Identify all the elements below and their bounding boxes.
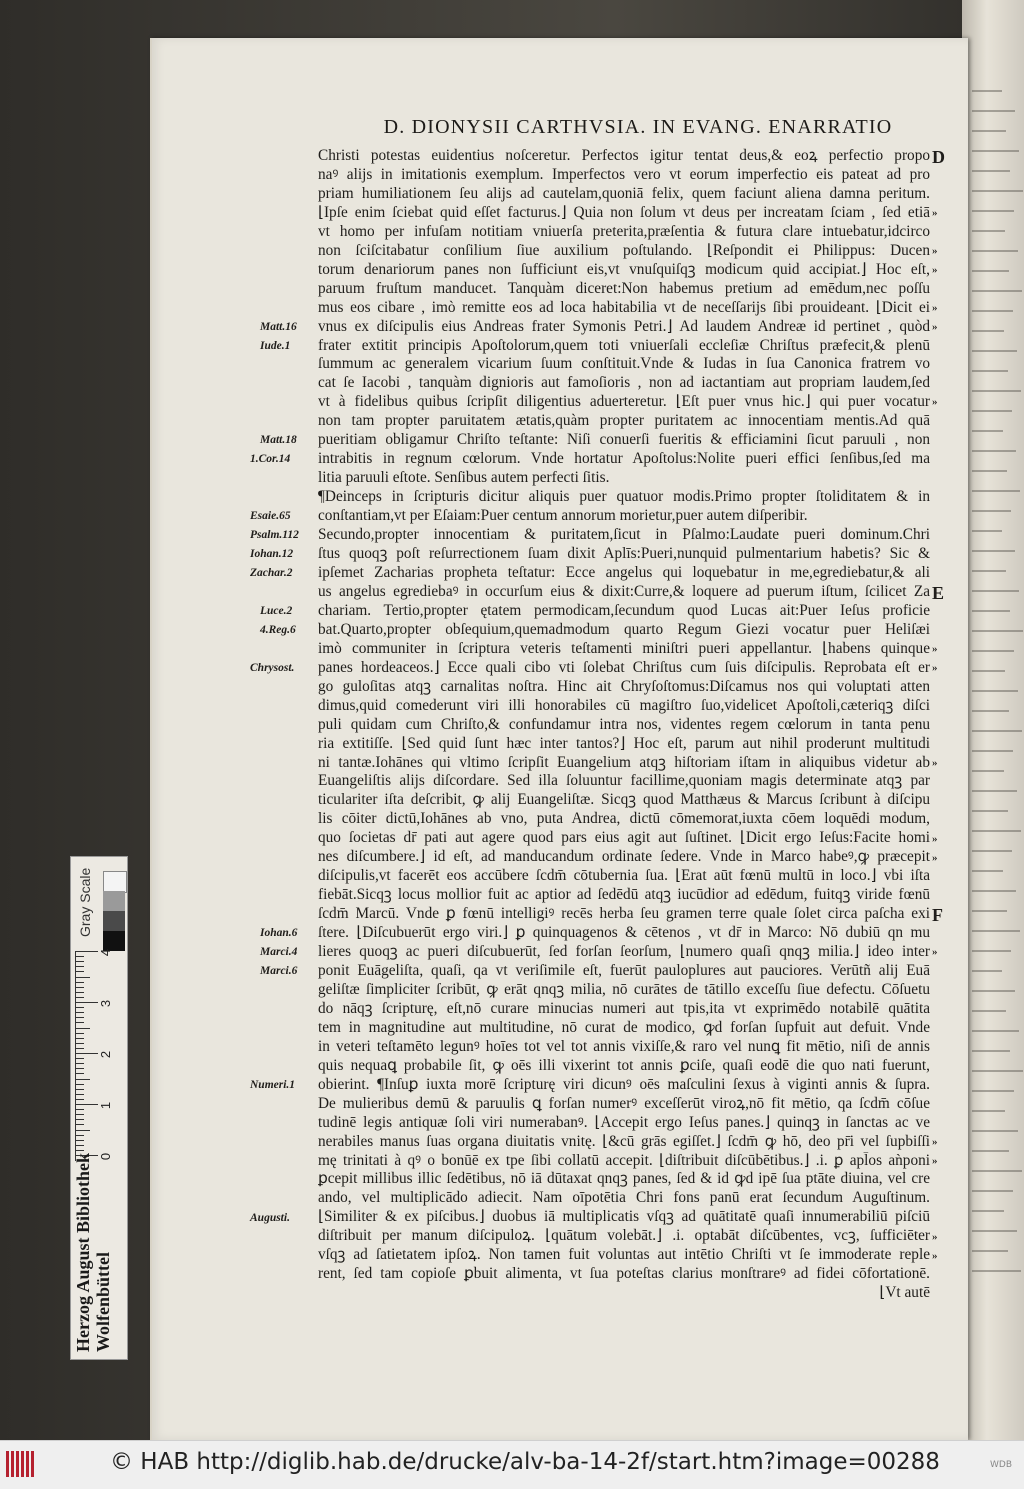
footer-code: WDB bbox=[989, 1460, 1012, 1470]
neighbor-text-line bbox=[972, 630, 1023, 632]
ruler-tick bbox=[76, 961, 84, 962]
ruler-tick bbox=[76, 1053, 98, 1054]
ruler-tick bbox=[76, 1012, 84, 1013]
neighbor-text-line bbox=[972, 990, 1015, 992]
ruler-tick bbox=[76, 951, 98, 952]
text-line: ¶Deinceps in ſcripturis dicitur aliquis puer quatuor modis.Primo propter ſtoliditatem & in bbox=[318, 488, 930, 506]
text-line: puli quidam cum Chriſto,& confundamur intra nos, videntes regem cœlorum in tanta penu bbox=[318, 715, 930, 733]
neighbor-text-line bbox=[972, 850, 1012, 852]
neighbor-text-line bbox=[972, 750, 1013, 752]
quotation-marker: » bbox=[932, 206, 938, 219]
neighbor-text-line bbox=[972, 930, 1020, 932]
text-line: lis cōiter dictū,Iohānes ab vno, puta Andrea, dictū cōmemorat,iuxta cōem loquēdi modum, bbox=[318, 810, 930, 828]
text-line: obierint. ¶Inſuꝑ iuxta morē ſcripturę viri dicunꝰ oēs maſculini ſexus à viginti annis & ſupra. bbox=[318, 1075, 930, 1093]
neighbor-text-line bbox=[972, 890, 1016, 892]
ruler-tick bbox=[76, 1130, 90, 1131]
text-line: lieres quoqꝫ ac pueri diſcubuerūt, ſed forſan ſeorſum, ⌊numero quaſi qnqꝫ milia.⌋ ideo inter bbox=[318, 943, 930, 961]
neighbor-text-line bbox=[972, 1170, 1022, 1172]
quotation-marker: » bbox=[932, 244, 938, 257]
ruler-tick bbox=[76, 1068, 84, 1069]
text-line: ponit Euāgeliſta, quaſi, qa vt veriſimile eſt, fuerūt pauloplures aut pauciores. Verūtñ alij Euā bbox=[318, 961, 930, 979]
neighbor-text-line bbox=[972, 230, 1005, 232]
neighbor-text-line bbox=[972, 110, 1015, 112]
ruler-tick bbox=[76, 971, 84, 972]
library-name: Herzog August Bibliothek bbox=[73, 1152, 93, 1352]
text-line: vnus ex diſcipulis eius Andreas frater Symonis Petri.⌋ Ad laudem Andreæ id pertinet , quòd bbox=[318, 317, 930, 335]
quotation-marker: » bbox=[932, 396, 938, 409]
text-line: torum denariorum panes non ſufficiunt eis,vt vnuſquiſqꝫ modicum quid accipiat.⌋ Hoc eſt, bbox=[318, 260, 930, 278]
neighbor-text-line bbox=[972, 590, 1019, 592]
text-line: ando, vel multiplicādo adiecit. Nam oīpotētia Chri fons panū erat ſecundum Auguſtinum. bbox=[318, 1189, 930, 1207]
text-line: dimus,quid comederunt viri illi honorabiles cū magiſtro ſuo,videlicet Apoſtoli,cæteriqꝫ diſci bbox=[318, 696, 930, 714]
text-line: conſtantiam,vt per Eſaiam:Puer centum annorum morietur,puer autem diſperibir. bbox=[318, 507, 808, 525]
ruler-tick bbox=[76, 1017, 84, 1018]
neighbor-text-line bbox=[972, 690, 1018, 692]
margin-note: Iohan.6 bbox=[260, 927, 298, 940]
text-line: mę trinitati à qꝰ o bonūē ex tpe ſibi collatū accepit. ⌊diſtribuit diſcūbētibus.⌋ .i. ꝑ apl̄os aǹponi bbox=[318, 1151, 930, 1169]
neighbor-text-line bbox=[972, 790, 1017, 792]
ruler-tick bbox=[76, 956, 84, 957]
ruler-tick bbox=[76, 1140, 84, 1141]
margin-note: Chrysost. bbox=[250, 661, 295, 674]
neighbor-text-line bbox=[972, 1150, 1009, 1152]
ruler-tick bbox=[76, 1063, 84, 1064]
ruler-number: 0 bbox=[98, 1152, 114, 1161]
text-line: ni tantæ.Iohānes qui vltimo ſcripſit Euangelium atqꝫ hiſtoriam iſtam in aliquibus videtur ab bbox=[318, 753, 930, 771]
text-line: bat.Quarto,propter obſequium,quemadmodum quarto Regum Giezi vocatur puer Heliſæi bbox=[318, 620, 930, 638]
text-line: do nāqꝫ ſcripturę, eſt,nō curare minucias numeri aut tpis,ita vt exprimēdo notabilē quātita bbox=[318, 999, 930, 1017]
text-line: ⌊Ipſe enim ſciebat quid eſſet facturus.⌋ Quia non ſolum vt deus per increatam ſciam , ſed etiā bbox=[318, 203, 930, 221]
neighbor-text-line bbox=[972, 1210, 1004, 1212]
text-line: us angelus egrediebaꝰ in occurſum eius & dixit:Curre,& loquere ad puerum iſtum, ſcilicet Za bbox=[318, 582, 930, 600]
neighbor-text-line bbox=[972, 530, 1002, 532]
section-letter: D bbox=[932, 147, 945, 167]
text-line: ⌊Vt autē bbox=[879, 1284, 930, 1302]
neighbor-text-line bbox=[972, 1130, 1018, 1132]
neighbor-text-line bbox=[972, 450, 1016, 452]
text-line: Christi potestas euidentius noſceretur. Perfectos igitur tentat deus,& eoꝝ perfectio propo bbox=[318, 147, 930, 164]
quotation-marker: » bbox=[932, 263, 938, 276]
neighbor-text-line bbox=[972, 90, 1002, 92]
neighbor-text-line bbox=[972, 550, 1015, 552]
quotation-marker: » bbox=[932, 1230, 938, 1243]
text-line: quo ſocietas dr̄ pati aut agere quod pars eius agit aut ſuſtinet. ⌊Dicit ergo Ieſus:Facite homi bbox=[318, 829, 930, 847]
ruler-tick bbox=[76, 1119, 84, 1120]
ruler-tick bbox=[76, 1135, 84, 1136]
margin-note: Esaie.65 bbox=[250, 510, 291, 523]
ruler-number: 2 bbox=[98, 1050, 114, 1059]
ruler-number: 4 bbox=[98, 948, 114, 957]
text-line: mus eos cibare , imò remitte eos ad loca habitabilia vt de neceſſarijs ſibi prouideant. ⌊Dicit ei bbox=[318, 298, 930, 316]
neighbor-text-line bbox=[972, 610, 1010, 612]
margin-note: Iude.1 bbox=[260, 339, 291, 352]
neighbor-text-line bbox=[972, 1050, 1010, 1052]
gray-scale-label: Gray Scale bbox=[77, 867, 93, 937]
neighbor-text-line bbox=[972, 1270, 1021, 1272]
text-line: ſtere. ⌊Diſcubuerūt ergo viri.⌋ ꝑ quinquagenos & cētenos , vt dr̄ in Marco: Nō dubiū qn mu bbox=[318, 924, 930, 942]
text-line: ipſemet Zacharias propheta teſtatur: Ecce angelus qui loquebatur in me,egrediebatur,& ali bbox=[318, 563, 930, 581]
ruler-number: 1 bbox=[98, 1101, 114, 1110]
text-line: intrabitis in regnum cœlorum. Vnde hortatur Apoſtolus:Nolite pueri effici ſenſibus,ſed ma bbox=[318, 450, 930, 468]
neighbor-page-edge bbox=[962, 0, 1024, 1440]
text-line: ſcdm̄ Marcū. Vnde ꝑ fœnū intelligiꝰ recēs herba ſeu gramen terre quale ſolet circa paſcha exi bbox=[318, 905, 930, 923]
text-line: chariam. Tertio,propter ętatem permodicam,ſecundum quod Lucas ait:Puer Ieſus proficie bbox=[318, 601, 930, 619]
quotation-marker: » bbox=[932, 756, 938, 769]
text-line: nes diſcumbere.⌋ id eſt, ad manducandum ordinate ſedere. Vnde in Marco habeꝰ,ꝙ præcepit bbox=[318, 848, 930, 866]
ruler-tick bbox=[76, 1043, 84, 1044]
text-line: rent, ſed tam copioſe ꝑbuit alimenta, vt ſua poteſtas clarius monſtrareꝰ ad fidei cōfortationē. bbox=[318, 1265, 930, 1283]
neighbor-text-line bbox=[972, 310, 1013, 312]
section-letter: F bbox=[932, 905, 943, 926]
neighbor-text-line bbox=[972, 970, 1002, 972]
text-line: ſummum ac generalem vicarium ſuum conſtituit.Vnde & Iudas in ſua Canonica fratrem vo bbox=[318, 355, 930, 373]
neighbor-text-line bbox=[972, 290, 1022, 292]
ruler-tick bbox=[76, 997, 84, 998]
neighbor-text-line bbox=[972, 270, 1009, 272]
ruler-tick bbox=[76, 1028, 90, 1029]
ruler bbox=[75, 948, 126, 1161]
text-line: frater extitit principis Apoſtolorum,quem toti vniuerſali eccleſiæ Chriſtus præfecit,& plenū bbox=[318, 336, 930, 354]
text-line: pueritiam obligamur Chriſto teſtante: Niſi conuerſi fueritis & efficiamini ſicut paruuli , non bbox=[318, 431, 930, 449]
neighbor-text-line bbox=[972, 1250, 1008, 1252]
book-page bbox=[150, 38, 968, 1440]
ruler-tick bbox=[76, 1058, 84, 1059]
ruler-tick bbox=[76, 966, 84, 967]
quotation-marker: » bbox=[932, 1135, 938, 1148]
quotation-marker: » bbox=[932, 661, 938, 674]
neighbor-text-line bbox=[972, 250, 1018, 252]
neighbor-text-line bbox=[972, 870, 1003, 872]
ruler-number: 3 bbox=[98, 999, 114, 1008]
text-line: ticulariter iſta deſcribit, ꝙ alij Euangeliſtæ. Sicqꝫ quod Matthæus & Marcus ſcribunt à diſcipu bbox=[318, 791, 930, 809]
neighbor-text-line bbox=[972, 1090, 1014, 1092]
text-line: naꝰ alijs in imitationis exemplum. Imperfectos vero vt eorum imperfectio eis pateat ad pro bbox=[318, 165, 930, 183]
text-line: fiebāt.Sicqꝫ locus mollior fuit ac aptior ad ſedēdū atqꝫ iucūdior ad edēdum, fuitqꝫ viride fœnū bbox=[318, 886, 930, 904]
ruler-tick bbox=[76, 1150, 84, 1151]
margin-note: Luce.2 bbox=[260, 605, 293, 618]
ruler-tick bbox=[76, 1038, 84, 1039]
neighbor-text-line bbox=[972, 170, 1010, 172]
ruler-tick bbox=[76, 1022, 84, 1023]
text-line: Secundo,propter innocentiam & puritatem,ſicut in Pſalmo:Laudate pueri dominum.Chri bbox=[318, 526, 930, 544]
text-line: quis nequaꝗ probabile ſit, ꝙ oēs illi vixerint tot annis ꝑciſe, quaſi eodē die quo nati fuerunt, bbox=[318, 1056, 930, 1074]
ruler-tick bbox=[76, 977, 90, 978]
neighbor-text-line bbox=[972, 1230, 1017, 1232]
quotation-marker: » bbox=[932, 320, 938, 333]
margin-note: Marci.6 bbox=[260, 965, 298, 978]
quotation-marker: » bbox=[932, 1154, 938, 1167]
neighbor-text-line bbox=[972, 570, 1006, 572]
footer-copyright-url[interactable]: © HAB http://diglib.hab.de/drucke/alv-ba-14-2f/start.htm?image=00288 bbox=[110, 1449, 940, 1475]
text-line: tudinē legis antiquæ ſoli viri numerabanꝰ. ⌊Accepit ergo Ieſus panes.⌋ quinqꝫ in ſanctas ac ve bbox=[318, 1113, 930, 1131]
margin-note: Numeri.1 bbox=[250, 1079, 296, 1092]
margin-note: Matt.18 bbox=[260, 434, 297, 447]
text-line: Euangeliſtis alijs diſcordare. Sed illa ſoluuntur facillime,quoniam magis determinate atqꝫ par bbox=[318, 772, 930, 790]
quotation-marker: » bbox=[932, 851, 938, 864]
neighbor-text-line bbox=[972, 370, 1008, 372]
text-line: non tam propter paruitatem ætatis,quàm propter puritatem ac innocentiam mentis.Ad quā bbox=[318, 412, 930, 430]
neighbor-text-line bbox=[972, 390, 1021, 392]
text-line: imò communiter in ſcriptura veteris teſtamenti miniſtri pueri appellantur. ⌊habens quinque bbox=[318, 639, 930, 657]
text-line: paruum fruſtum manducet. Tanquàm diceret:Non habemus pretium ad emēdum,nec poſſu bbox=[318, 279, 930, 297]
ruler-tick bbox=[76, 1104, 98, 1105]
ruler-tick bbox=[76, 1145, 84, 1146]
gray-patch bbox=[103, 871, 127, 893]
text-line: vt homo per infuſam notitiam vniuerſa preterita,præſentia & futura clare intuebatur,idcirco bbox=[318, 222, 930, 240]
ruler-tick bbox=[76, 987, 84, 988]
quotation-marker: » bbox=[932, 946, 938, 959]
neighbor-text-line bbox=[972, 710, 1009, 712]
text-line: litia paruuli eſtote. Senſibus autem perfecti ſitis. bbox=[318, 469, 610, 487]
running-head: D. DIONYSII CARTHVSIA. IN EVANG. ENARRATIO bbox=[383, 116, 893, 138]
neighbor-text-line bbox=[972, 730, 1022, 732]
ruler-tick bbox=[76, 1002, 98, 1003]
quotation-marker: » bbox=[932, 1249, 938, 1262]
text-line: geliſtæ ſimpliciter ſcribūt, ꝙ erāt qnqꝫ milia, nō curātes de tātillo exceſſu ſiue defectu. Cōſuetu bbox=[318, 980, 930, 998]
margin-note: Matt.16 bbox=[260, 320, 297, 333]
neighbor-text-line bbox=[972, 650, 1014, 652]
ruler-tick bbox=[76, 1094, 84, 1095]
ruler-tick bbox=[76, 1073, 84, 1074]
text-line: nerabiles manus ſuas organa diuitatis vnitę. ⌊&cū grās egiſſet.⌋ ſcdm̄ ꝙ hō, deo pr̄i vel ſupbiſſi bbox=[318, 1132, 930, 1150]
text-line: diſcipulis,vt facerēt eos accūbere ſcdm̄ cōtubernia ſua. ⌊Erat aūt fœnū multū in loco.⌋ vbi iſta bbox=[318, 867, 930, 885]
neighbor-text-line bbox=[972, 950, 1011, 952]
ruler-tick bbox=[76, 1079, 90, 1080]
quotation-marker: » bbox=[932, 832, 938, 845]
text-line: go guloſitas atqꝫ carnalitas noſtra. Hinc ait Chryſoſtomus:Diſcamus nos qui voluptati atten bbox=[318, 677, 930, 695]
ruler-tick bbox=[76, 1099, 84, 1100]
ruler-tick bbox=[76, 1084, 84, 1085]
library-label bbox=[73, 1153, 113, 1352]
margin-note: Marci.4 bbox=[260, 946, 298, 959]
section-letter: E bbox=[932, 583, 945, 604]
body-text bbox=[318, 147, 930, 1303]
library-city: Wolfenbüttel bbox=[93, 1251, 113, 1352]
neighbor-text-line bbox=[972, 830, 1021, 832]
text-line: De mulieribus demū & paruulis ꝗ forſan numerꝰ exceſſerūt viroꝝ,nō fit mētio, qa ſcdm̄ cōſue bbox=[318, 1094, 930, 1112]
neighbor-text-line bbox=[972, 190, 1023, 192]
neighbor-text-line bbox=[972, 330, 1004, 332]
neighbor-text-line bbox=[972, 770, 1004, 772]
ruler-tick bbox=[76, 1089, 84, 1090]
text-line: panes hordeaceos.⌋ Ecce quali cibo vti ſolebat Chriſtus cum ſuis diſcipulis. Reprobata eſt er bbox=[318, 658, 930, 676]
neighbor-text-line bbox=[972, 210, 1014, 212]
ruler-tick bbox=[76, 1109, 84, 1110]
margin-note: Augusti. bbox=[250, 1211, 290, 1224]
text-line: ria extitiſſe. ⌊Sed quid ſunt hæc inter tantos?⌋ Hoc eſt, parum aut nihil proderunt multitudi bbox=[318, 734, 930, 752]
neighbor-text-line bbox=[972, 910, 1007, 912]
neighbor-text-line bbox=[972, 150, 1019, 152]
ruler-tick bbox=[76, 982, 84, 983]
hab-logo-icon bbox=[6, 1451, 42, 1479]
neighbor-text-line bbox=[972, 430, 1003, 432]
neighbor-text-line bbox=[972, 350, 1017, 352]
text-line: priam humiliationem ſeu alijs ad cautelam,quoniā felix, quem faciunt aliena damna peritum. bbox=[318, 184, 930, 202]
neighbor-text-line bbox=[972, 1010, 1006, 1012]
gray-patch bbox=[103, 891, 125, 911]
margin-note: Iohan.12 bbox=[250, 548, 294, 561]
margin-note: Zachar.2 bbox=[250, 567, 293, 580]
text-line: ꝑcepit millibus illic ſedētibus, nō iā dūtaxat qnqꝫ panes, ſed & id ꝙd ipē ſua ptāte diuina, vel cre bbox=[318, 1170, 930, 1188]
ruler-tick bbox=[76, 1033, 84, 1034]
quotation-marker: » bbox=[932, 642, 938, 655]
text-line: diſtribuit per manum diſcipuloꝝ. ⌊quātum volebāt.⌋ .i. optabāt diſcūbentes, vcꝫ, ſufficiēter bbox=[318, 1227, 930, 1245]
margin-note: 4.Reg.6 bbox=[260, 624, 296, 636]
gray-patch bbox=[103, 911, 125, 931]
neighbor-text-line bbox=[972, 670, 1005, 672]
neighbor-text-line bbox=[972, 510, 1011, 512]
margin-note: Psalm.112 bbox=[250, 529, 299, 542]
neighbor-text-line bbox=[972, 490, 1020, 492]
neighbor-text-line bbox=[972, 130, 1006, 132]
text-line: in veteri teſtamēto legunꝰ hoīes tot vel tot annis vixiſſe,& raro vel nunꝗ fit mētio, niſi de annis bbox=[318, 1037, 930, 1055]
text-line: non ſciſcitabatur conſilium ſiue auxilium poſtulando. ⌊Reſpondit ei Philippus: Ducen bbox=[318, 241, 930, 259]
ruler-tick bbox=[76, 1048, 84, 1049]
text-line: cat ſe Iacobi , tanquàm dignioris aut famoſioris , non ad iactantiam aut propriam laudem,ſed bbox=[318, 374, 930, 392]
neighbor-text-line bbox=[972, 1030, 1019, 1032]
neighbor-text-line bbox=[972, 1110, 1005, 1112]
text-line: tem in magnitudine aut multitudine, nō curat de modico, ꝙd forſan ſupfuit aut defuit. Vnde bbox=[318, 1018, 930, 1036]
ruler-tick bbox=[76, 992, 84, 993]
ruler-tick bbox=[76, 1007, 84, 1008]
neighbor-text-line bbox=[972, 410, 1012, 412]
neighbor-text-line bbox=[972, 1190, 1013, 1192]
text-line: ſtus quoqꝫ poſt reſurrectionem ſuam dixit Aplīs:Pueri,nunquid pulmentarium habetis? Sic & bbox=[318, 545, 930, 563]
neighbor-text-line bbox=[972, 1070, 1023, 1072]
ruler-tick bbox=[76, 1124, 84, 1125]
text-line: vſqꝫ ad ſatietatem ipſoꝝ. Non tamen fuit voluntas aut intētio Chriſti vt ſe immoderate reple bbox=[318, 1246, 930, 1264]
ruler-tick bbox=[76, 1114, 84, 1115]
quotation-marker: » bbox=[932, 301, 938, 314]
neighbor-text-line bbox=[972, 470, 1007, 472]
neighbor-text-line bbox=[972, 810, 1008, 812]
text-line: vt à fidelibus quibus ſcripſit diligentius aduerteretur. ⌊Eſt puer vnus hic.⌋ qui puer vocatur bbox=[318, 393, 930, 411]
text-line: ⌊Similiter & ex piſcibus.⌋ duobus iā multiplicatis vſqꝫ ad quātitatē quaſi innumerabiliū piſciū bbox=[318, 1208, 930, 1226]
margin-note: 1.Cor.14 bbox=[250, 453, 291, 466]
